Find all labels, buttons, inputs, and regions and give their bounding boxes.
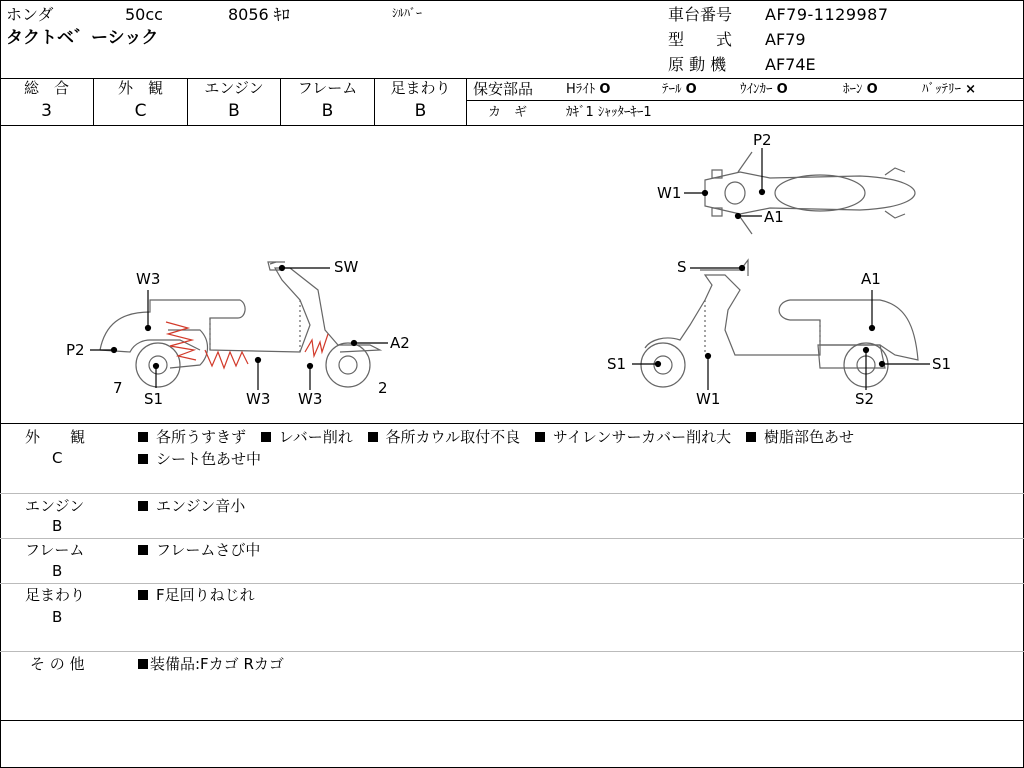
black-square-icon [138, 454, 148, 464]
key-value: ｶｷﾞ1 ｼｬｯﾀｰｷｰ1 [566, 105, 652, 120]
frame-no: AF79-1129987 [765, 5, 889, 24]
grade-appearance: C [134, 101, 147, 121]
label-w3-seat: W3 [136, 270, 161, 288]
engine-value: AF74E [765, 55, 816, 74]
note-grade-suspension: B [52, 608, 63, 626]
note-other-line1: 装備品:Fカゴ Rカゴ [138, 657, 284, 672]
label-p2-left: P2 [66, 341, 85, 359]
displacement: 50cc [125, 5, 163, 24]
note-engine-line1: エンジン音小 [138, 499, 245, 514]
label-s1-left: S1 [144, 390, 164, 408]
black-square-icon [138, 659, 148, 669]
grade-engine: B [228, 101, 240, 121]
note-label-frame: フレーム [25, 541, 85, 559]
grade-header-frame: フレーム [297, 79, 358, 97]
grade-header-suspension: 足まわり [390, 79, 451, 97]
frame-no-label: 車台番号 [668, 5, 733, 24]
grade-header-appearance: 外 観 [117, 79, 163, 97]
label-2: 2 [378, 379, 388, 397]
safety-battery: ﾊﾞｯﾃﾘｰ × [922, 82, 977, 97]
black-square-icon [138, 501, 148, 511]
note-grade-engine: B [52, 517, 63, 535]
grade-suspension: B [414, 101, 427, 121]
note-suspension-line1: F足回りねじれ [138, 588, 255, 603]
safety-horn: ﾎｰﾝ O [843, 82, 878, 97]
label-s2: S2 [855, 390, 875, 408]
engine-label: 原 動 機 [668, 55, 727, 74]
label-w3-floor: W3 [246, 390, 271, 408]
key-label: カ ギ [488, 105, 528, 120]
grade-frame: B [321, 101, 334, 121]
label-a1-top: A1 [764, 208, 784, 226]
label-s-right: S [677, 258, 687, 276]
black-square-icon [261, 432, 271, 442]
note-label-other: そ の 他 [30, 655, 85, 673]
safety-title: 保安部品 [473, 80, 534, 98]
left-front-wheel [326, 343, 370, 387]
label-w1-top: W1 [657, 184, 682, 202]
label-s1-rear: S1 [932, 355, 952, 373]
label-p2-top: P2 [753, 131, 772, 149]
right-front-wheel [641, 343, 685, 387]
label-w3-front: W3 [298, 390, 323, 408]
note-label-appearance: 外 観 [25, 428, 86, 446]
safety-winker: ｳｲﾝｶｰ O [740, 82, 788, 97]
mileage: 8056 ｷﾛ [228, 5, 290, 24]
label-a1-right: A1 [861, 270, 881, 288]
maker: ホンダ [6, 5, 54, 24]
note-label-engine: エンジン [25, 497, 85, 515]
type-label: 型 式 [668, 30, 733, 49]
grade-header-engine: エンジン [204, 79, 264, 97]
color: ｼﾙﾊﾞｰ [392, 6, 423, 20]
black-square-icon [535, 432, 545, 442]
note-label-suspension: 足まわり [25, 586, 86, 604]
type-value: AF79 [765, 30, 806, 49]
grade-total: 3 [41, 101, 52, 121]
note-appearance-line1: 各所うすきず レバー削れ 各所カウル取付不良 サイレンサーカバー削れ大 樹脂部色あせ [138, 430, 854, 445]
black-square-icon [138, 545, 148, 555]
model-name: タクトベ゛ーシック [6, 28, 159, 48]
top-body-outline [705, 172, 915, 214]
label-w1-right: W1 [696, 390, 721, 408]
label-s1-front: S1 [607, 355, 627, 373]
top-seat [775, 175, 865, 211]
safety-tail: ﾃｰﾙ O [662, 82, 697, 97]
note-appearance-line2: シート色あせ中 [138, 452, 261, 467]
black-square-icon [138, 590, 148, 600]
label-7: 7 [113, 379, 123, 397]
black-square-icon [138, 432, 148, 442]
safety-headlight: Hﾗｲﾄ O [566, 82, 611, 97]
grade-header-total: 総 合 [23, 79, 69, 97]
note-grade-appearance: C [52, 449, 63, 467]
label-a2: A2 [390, 334, 410, 352]
note-frame-line1: フレームさび中 [138, 543, 260, 558]
label-sw: SW [334, 258, 359, 276]
note-grade-frame: B [52, 562, 63, 580]
black-square-icon [746, 432, 756, 442]
black-square-icon [368, 432, 378, 442]
